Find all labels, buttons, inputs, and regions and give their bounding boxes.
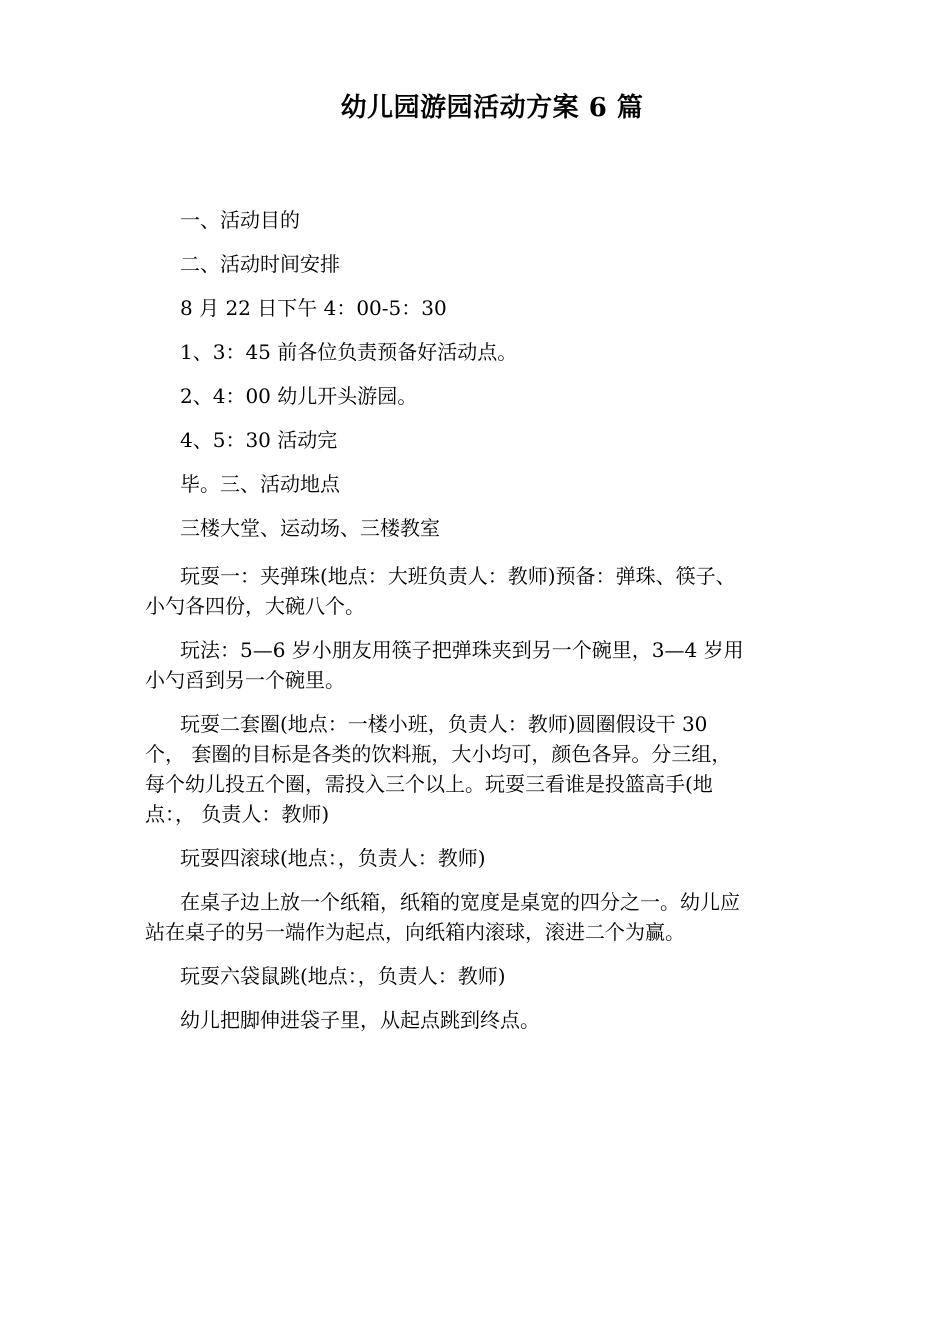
play-method-line-1: 玩法：5—6 岁小朋友用筷子把弹珠夹到另一个碗里，3—4 岁用 [180,638,744,662]
document-title: 幼儿园游园活动方案 6 篇 [340,93,644,123]
game1-line-2: 小勺各四份，大碗八个。 [145,594,365,618]
game2-line-1: 玩耍二套圈(地点：一楼小班，负责人：教师)圆圈假设干 30 [180,712,708,736]
game4-desc-line-1: 在桌子边上放一个纸箱，纸箱的宽度是桌宽的四分之一。幼儿应 [180,890,740,914]
game1-line-1: 玩耍一：夹弹珠(地点：大班负责人：教师)预备：弹珠、筷子、 [180,564,736,588]
schedule-item-4: 4、5：30 活动完 [180,428,338,452]
game6-heading: 玩耍六袋鼠跳(地点：，负责人：教师) [180,964,506,988]
schedule-item-1: 1、3：45 前各位负责预备好活动点。 [180,340,518,364]
game2-line-4: 点：， 负责人：教师) [145,802,330,826]
game4-heading: 玩耍四滚球(地点：，负责人：教师) [180,846,486,870]
section-heading-schedule: 二、活动时间安排 [180,252,340,276]
location-list: 三楼大堂、运动场、三楼教室 [180,516,440,540]
game2-line-3: 每个幼儿投五个圈，需投入三个以上。玩耍三看谁是投篮高手(地 [145,772,713,796]
play-method-line-2: 小勺舀到另一个碗里。 [145,668,345,692]
game4-desc-line-2: 站在桌子的另一端作为起点，向纸箱内滚球，滚进二个为赢。 [145,920,685,944]
game2-line-2: 个， 套圈的目标是各类的饮料瓶，大小均可，颜色各异。分三组， [145,742,732,766]
section-heading-location: 毕。三、活动地点 [180,472,340,496]
schedule-item-2: 2、4：00 幼儿开头游园。 [180,384,418,408]
schedule-date-line: 8 月 22 日下午 4：00-5：30 [180,296,447,320]
game6-desc: 幼儿把脚伸进袋子里，从起点跳到终点。 [180,1008,540,1032]
section-heading-purpose: 一、活动目的 [180,208,300,232]
